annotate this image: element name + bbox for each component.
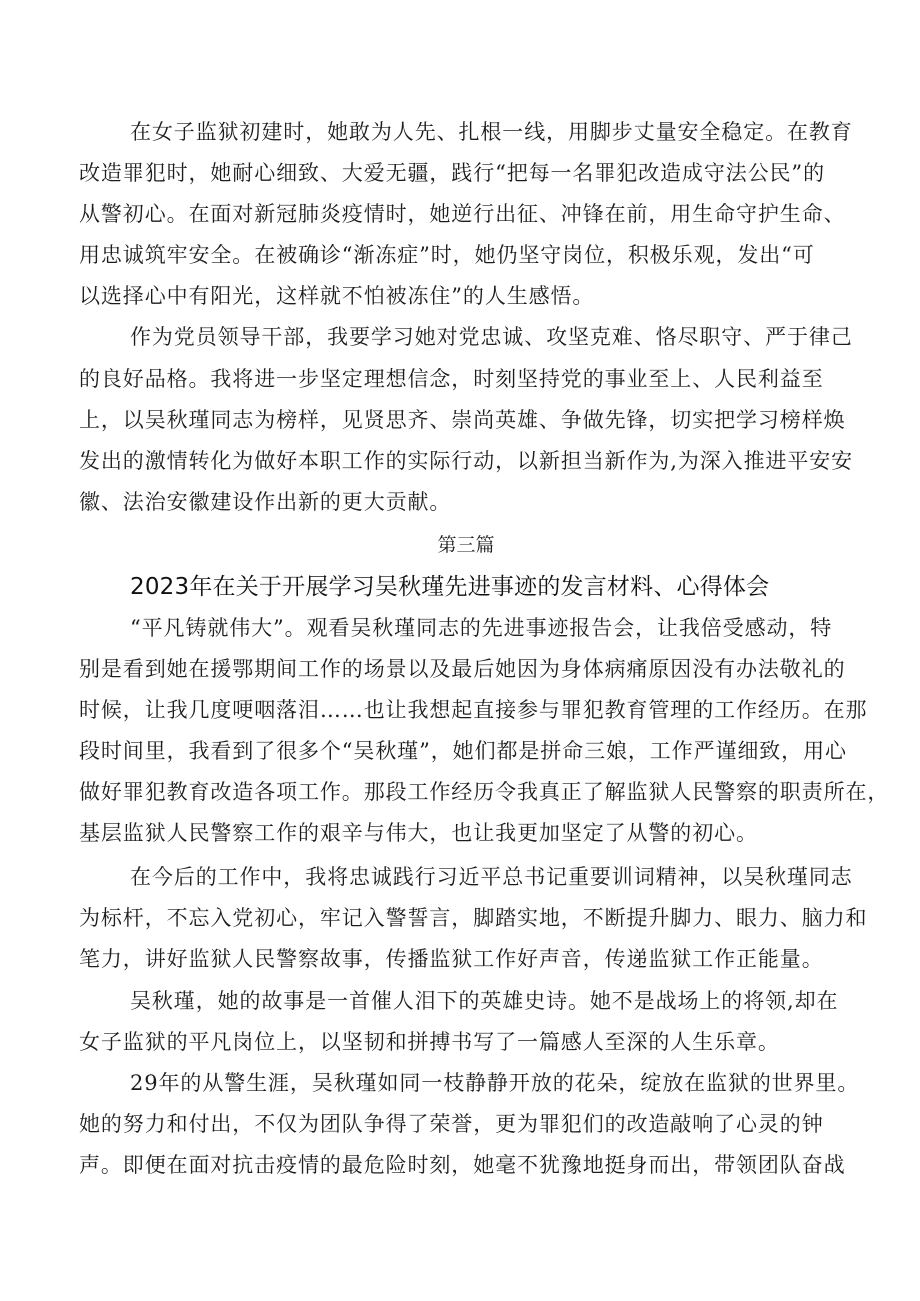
paragraph-2-line-3: 上，以吴秋瑾同志为榜样，见贤思齐、崇尚英雄、争做先锋，切实把学习榜样焕 bbox=[79, 408, 846, 432]
paragraph-2-line-5: 徽、法治安徽建设作出新的更大贡献。 bbox=[79, 490, 452, 514]
paragraph-1-line-4: 用忠诚筑牢安全。在被确诊“渐冻症”时，她仍坚守岗位，积极乐观，发出“可 bbox=[79, 243, 815, 267]
paragraph-4-line-3: 笔力，讲好监狱人民警察故事，传播监狱工作好声音，传递监狱工作正能量。 bbox=[79, 947, 824, 971]
section-label: 第三篇 bbox=[437, 534, 495, 556]
paragraph-1-line-5: 以选择心中有阳光，这样就不怕被冻住”的人生感悟。 bbox=[79, 284, 595, 308]
paragraph-2-line-4: 发出的激情转化为做好本职工作的实际行动，以新担当新作为,为深入推进平安安 bbox=[79, 449, 854, 473]
paragraph-5-line-1: 吴秋瑾，她的故事是一首催人泪下的英雄史诗。她不是战场上的将领,却在 bbox=[130, 989, 839, 1013]
paragraph-1-line-2: 改造罪犯时，她耐心细致、大爱无疆，践行“把每一名罪犯改造成守法公民”的 bbox=[79, 161, 825, 185]
paragraph-3-line-5: 做好罪犯教育改造各项工作。那段工作经历令我真正了解监狱人民警察的职责所在， bbox=[79, 780, 890, 804]
paragraph-3-line-2: 别是看到她在援鄂期间工作的场景以及最后她因为身体病痛原因没有办法敬礼的 bbox=[79, 657, 846, 681]
paragraph-6-line-2: 她的努力和付出，不仅为团队争得了荣誉，更为罪犯们的改造敲响了心灵的钟 bbox=[79, 1112, 824, 1136]
paragraph-1-line-3: 从警初心。在面对新冠肺炎疫情时，她逆行出征、冲锋在前，用生命守护生命、 bbox=[79, 202, 846, 226]
paragraph-3-line-6: 基层监狱人民警察工作的艰辛与伟大，也让我更加坚定了从警的初心。 bbox=[79, 821, 758, 845]
paragraph-6-line-1: 29年的从警生涯，吴秋瑾如同一枝静静开放的花朵，绽放在监狱的世界里。 bbox=[130, 1071, 860, 1095]
paragraph-4-line-2: 为标杆，不忘入党初心，牢记入警誓言，脚踏实地，不断提升脚力、眼力、脑力和 bbox=[79, 906, 868, 930]
paragraph-1-line-1: 在女子监狱初建时，她敢为人先、扎根一线，用脚步丈量安全稳定。在教育 bbox=[130, 120, 853, 144]
paragraph-4-line-1: 在今后的工作中，我将忠诚践行习近平总书记重要训词精神，以吴秋瑾同志 bbox=[130, 865, 853, 889]
paragraph-3-line-1: “平凡铸就伟大”。观看吴秋瑾同志的先进事迹报告会，让我倍受感动，特 bbox=[130, 616, 833, 640]
paragraph-2-line-1: 作为党员领导干部，我要学习她对党忠诚、攻坚克难、恪尽职守、严于律己 bbox=[130, 325, 853, 349]
paragraph-6-line-3: 声。即便在面对抗击疫情的最危险时刻，她毫不犹豫地挺身而出，带领团队奋战 bbox=[79, 1153, 846, 1177]
paragraph-3-line-4: 段时间里，我看到了很多个“吴秋瑾”，她们都是拼命三娘，工作严谨细致，用心 bbox=[79, 739, 847, 763]
paragraph-2-line-2: 的良好品格。我将进一步坚定理想信念，时刻坚持党的事业至上、人民利益至 bbox=[79, 367, 824, 391]
paragraph-5-line-2: 女子监狱的平凡岗位上，以坚韧和拼搏书写了一篇感人至深的人生乐章。 bbox=[79, 1030, 780, 1054]
paragraph-3-line-3: 时候，让我几度哽咽落泪……也让我想起直接参与罪犯教育管理的工作经历。在那 bbox=[79, 698, 868, 722]
article-heading: 2023年在关于开展学习吴秋瑾先进事迹的发言材料、心得体会 bbox=[130, 574, 770, 600]
